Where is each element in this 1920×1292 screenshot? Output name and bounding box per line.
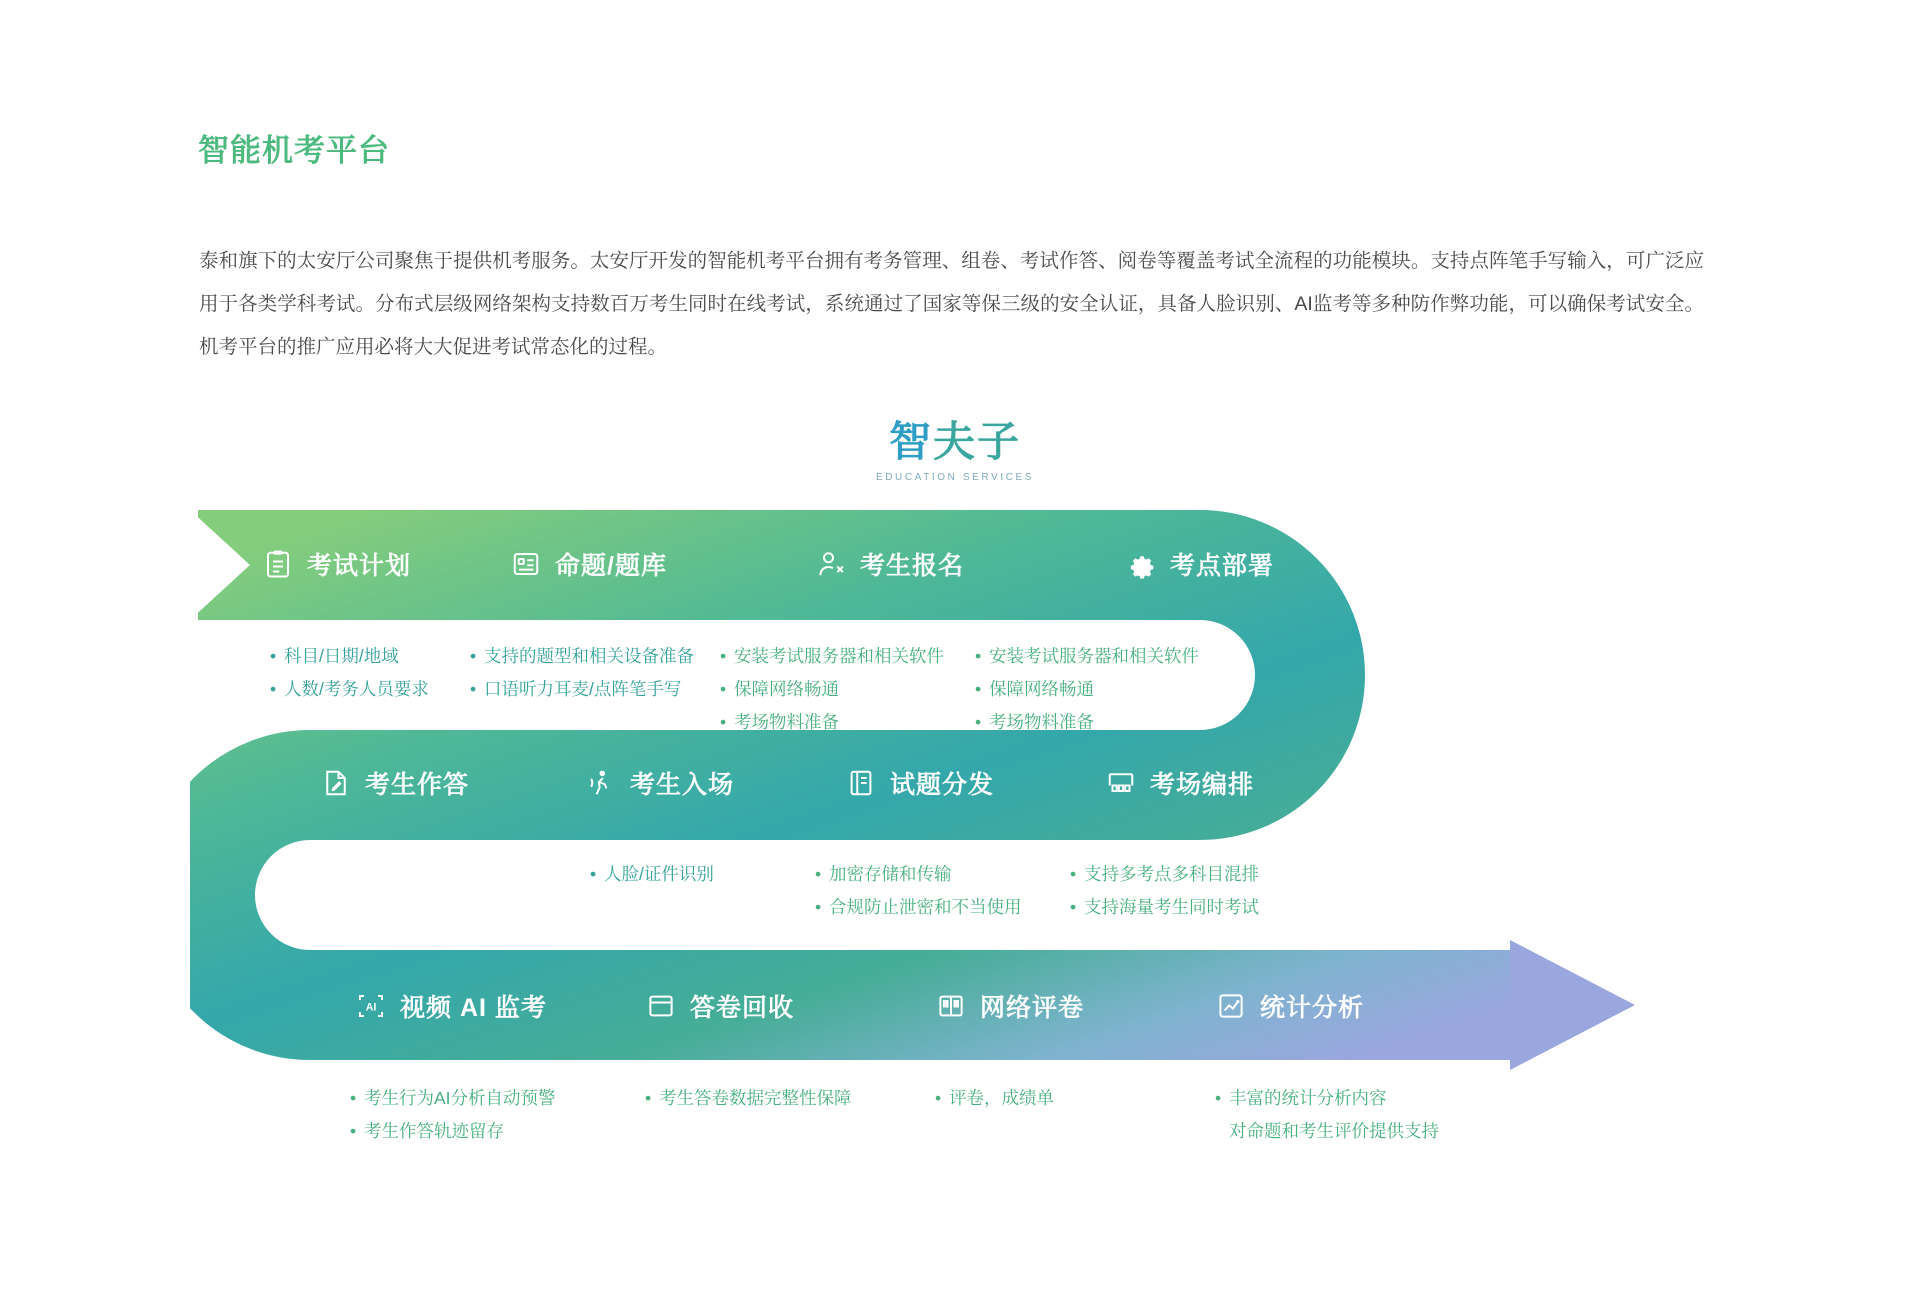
flow-step-label: 答卷回收	[690, 994, 795, 1022]
svg-text:AI: AI	[365, 1001, 377, 1014]
bullet-item: • 保障网络畅通	[720, 673, 944, 706]
walking-person-icon	[585, 767, 617, 799]
flow-step-site-deployment[interactable]	[1125, 546, 1274, 582]
bullet-item: • 支持海量考生同时考试	[1070, 891, 1259, 924]
bullet-item: • 保障网络畅通	[975, 673, 1199, 706]
flow-step-statistics-analysis[interactable]	[1215, 988, 1364, 1024]
logo-wordmark	[855, 418, 1055, 466]
flow-bullets-question-bank	[470, 640, 694, 706]
flow-step-paper-distribution[interactable]	[845, 765, 994, 801]
book-review-icon	[935, 990, 967, 1022]
flow-step-label: 网络评卷	[980, 994, 1085, 1022]
inbox-icon	[645, 990, 677, 1022]
bullet-item: • 考生作答轨迹留存	[350, 1115, 556, 1148]
logo-mark-right: 夫子	[933, 418, 1022, 465]
bullet-item: • 科目/日期/地域	[270, 640, 429, 673]
flow-bullets-room-arrangement	[1070, 858, 1259, 924]
chart-analysis-icon	[1215, 990, 1247, 1022]
question-bank-icon	[510, 548, 542, 580]
process-flow-diagram	[190, 510, 1730, 1260]
flow-step-label: 考生作答	[365, 771, 470, 799]
intro-paragraph: 泰和旗下的太安厅公司聚焦于提供机考服务。太安厅开发的智能机考平台拥有考务管理、组卷、考试作答、阅卷等覆盖考试全流程的功能模块。支持点阵笔手写输入，可广泛应用于各类学科考试。分布式层级网络架构支持数百万考生同时在线考试，系统通过了国家等保三级的安全认证，具备人脸识别、AI监考等多种防作弊功能，可以确保考试安全。机考平台的推广应用必将大大促进考试常态化的过程。	[199, 250, 1704, 358]
bullet-item: • 人数/考务人员要求	[270, 673, 429, 706]
paper-distribute-icon	[845, 767, 877, 799]
logo-subtitle: EDUCATION SERVICES	[875, 472, 1035, 483]
flow-bullets-site-deployment	[975, 640, 1199, 739]
ai-video-icon	[355, 990, 387, 1022]
bullet-item: • 丰富的统计分析内容	[1215, 1082, 1439, 1115]
flow-bullets-exam-plan	[270, 640, 429, 706]
bullet-item: • 安装考试服务器和相关软件	[720, 640, 944, 673]
flow-bullets-paper-distribution	[815, 858, 1022, 924]
bullet-item: • 考场物料准备	[975, 706, 1199, 739]
flow-bullets-candidate-entry	[590, 858, 714, 891]
flow-bullets-candidate-registration	[720, 640, 944, 739]
bullet-item: • 考生行为AI分析自动预警	[350, 1082, 556, 1115]
bullet-item: • 支持多考点多科目混排	[1070, 858, 1259, 891]
bullet-item: • 合规防止泄密和不当使用	[815, 891, 1022, 924]
bullet-item: • 加密存储和传输	[815, 858, 1022, 891]
flow-bullets-statistics-analysis	[1215, 1082, 1439, 1148]
flow-step-candidate-entry[interactable]	[585, 765, 734, 801]
flow-step-label: 试题分发	[890, 771, 995, 799]
flow-step-room-arrangement[interactable]	[1105, 765, 1254, 801]
flow-bullets-answer-collection	[645, 1082, 852, 1115]
flow-step-label: 统计分析	[1260, 994, 1365, 1022]
bullet-item: • 支持的题型和相关设备准备	[470, 640, 694, 673]
gear-icon	[1125, 548, 1157, 580]
flow-step-question-bank[interactable]	[510, 546, 667, 582]
flow-bullets-ai-proctoring	[350, 1082, 556, 1148]
flow-step-label: 考试计划	[307, 552, 412, 580]
bullet-item: • 考场物料准备	[720, 706, 944, 739]
flow-step-candidate-registration[interactable]	[815, 546, 964, 582]
flow-step-ai-proctoring[interactable]	[355, 988, 547, 1024]
flow-step-label: 考生入场	[630, 771, 735, 799]
flow-step-candidate-answering[interactable]	[320, 765, 469, 801]
bullet-item: • 口语听力耳麦/点阵笔手写	[470, 673, 694, 706]
flow-bullets-online-marking	[935, 1082, 1054, 1115]
bullet-item: • 考生答卷数据完整性保障	[645, 1082, 852, 1115]
page-title: 智能机考平台	[198, 133, 390, 168]
flow-step-label: 考场编排	[1150, 771, 1255, 799]
user-add-icon	[815, 548, 847, 580]
clipboard-icon	[262, 548, 294, 580]
logo-mark-left: 智	[888, 418, 933, 465]
flow-step-label: 考点部署	[1170, 552, 1275, 580]
flow-step-label: 考生报名	[860, 552, 965, 580]
flow-step-label: 命题/题库	[555, 552, 667, 580]
flow-step-exam-plan[interactable]	[262, 546, 411, 582]
flow-step-answer-collection[interactable]	[645, 988, 794, 1024]
flow-step-label: 视频 AI 监考	[400, 994, 547, 1022]
bullet-item: • 评卷，成绩单	[935, 1082, 1054, 1115]
bullet-item: • 人脸/证件识别	[590, 858, 714, 891]
bullet-item: • 安装考试服务器和相关软件	[975, 640, 1199, 673]
edit-document-icon	[320, 767, 352, 799]
flow-step-online-marking[interactable]	[935, 988, 1084, 1024]
bullet-item: 对命题和考生评价提供支持	[1229, 1121, 1439, 1141]
seating-layout-icon	[1105, 767, 1137, 799]
brand-logo	[855, 418, 1055, 483]
